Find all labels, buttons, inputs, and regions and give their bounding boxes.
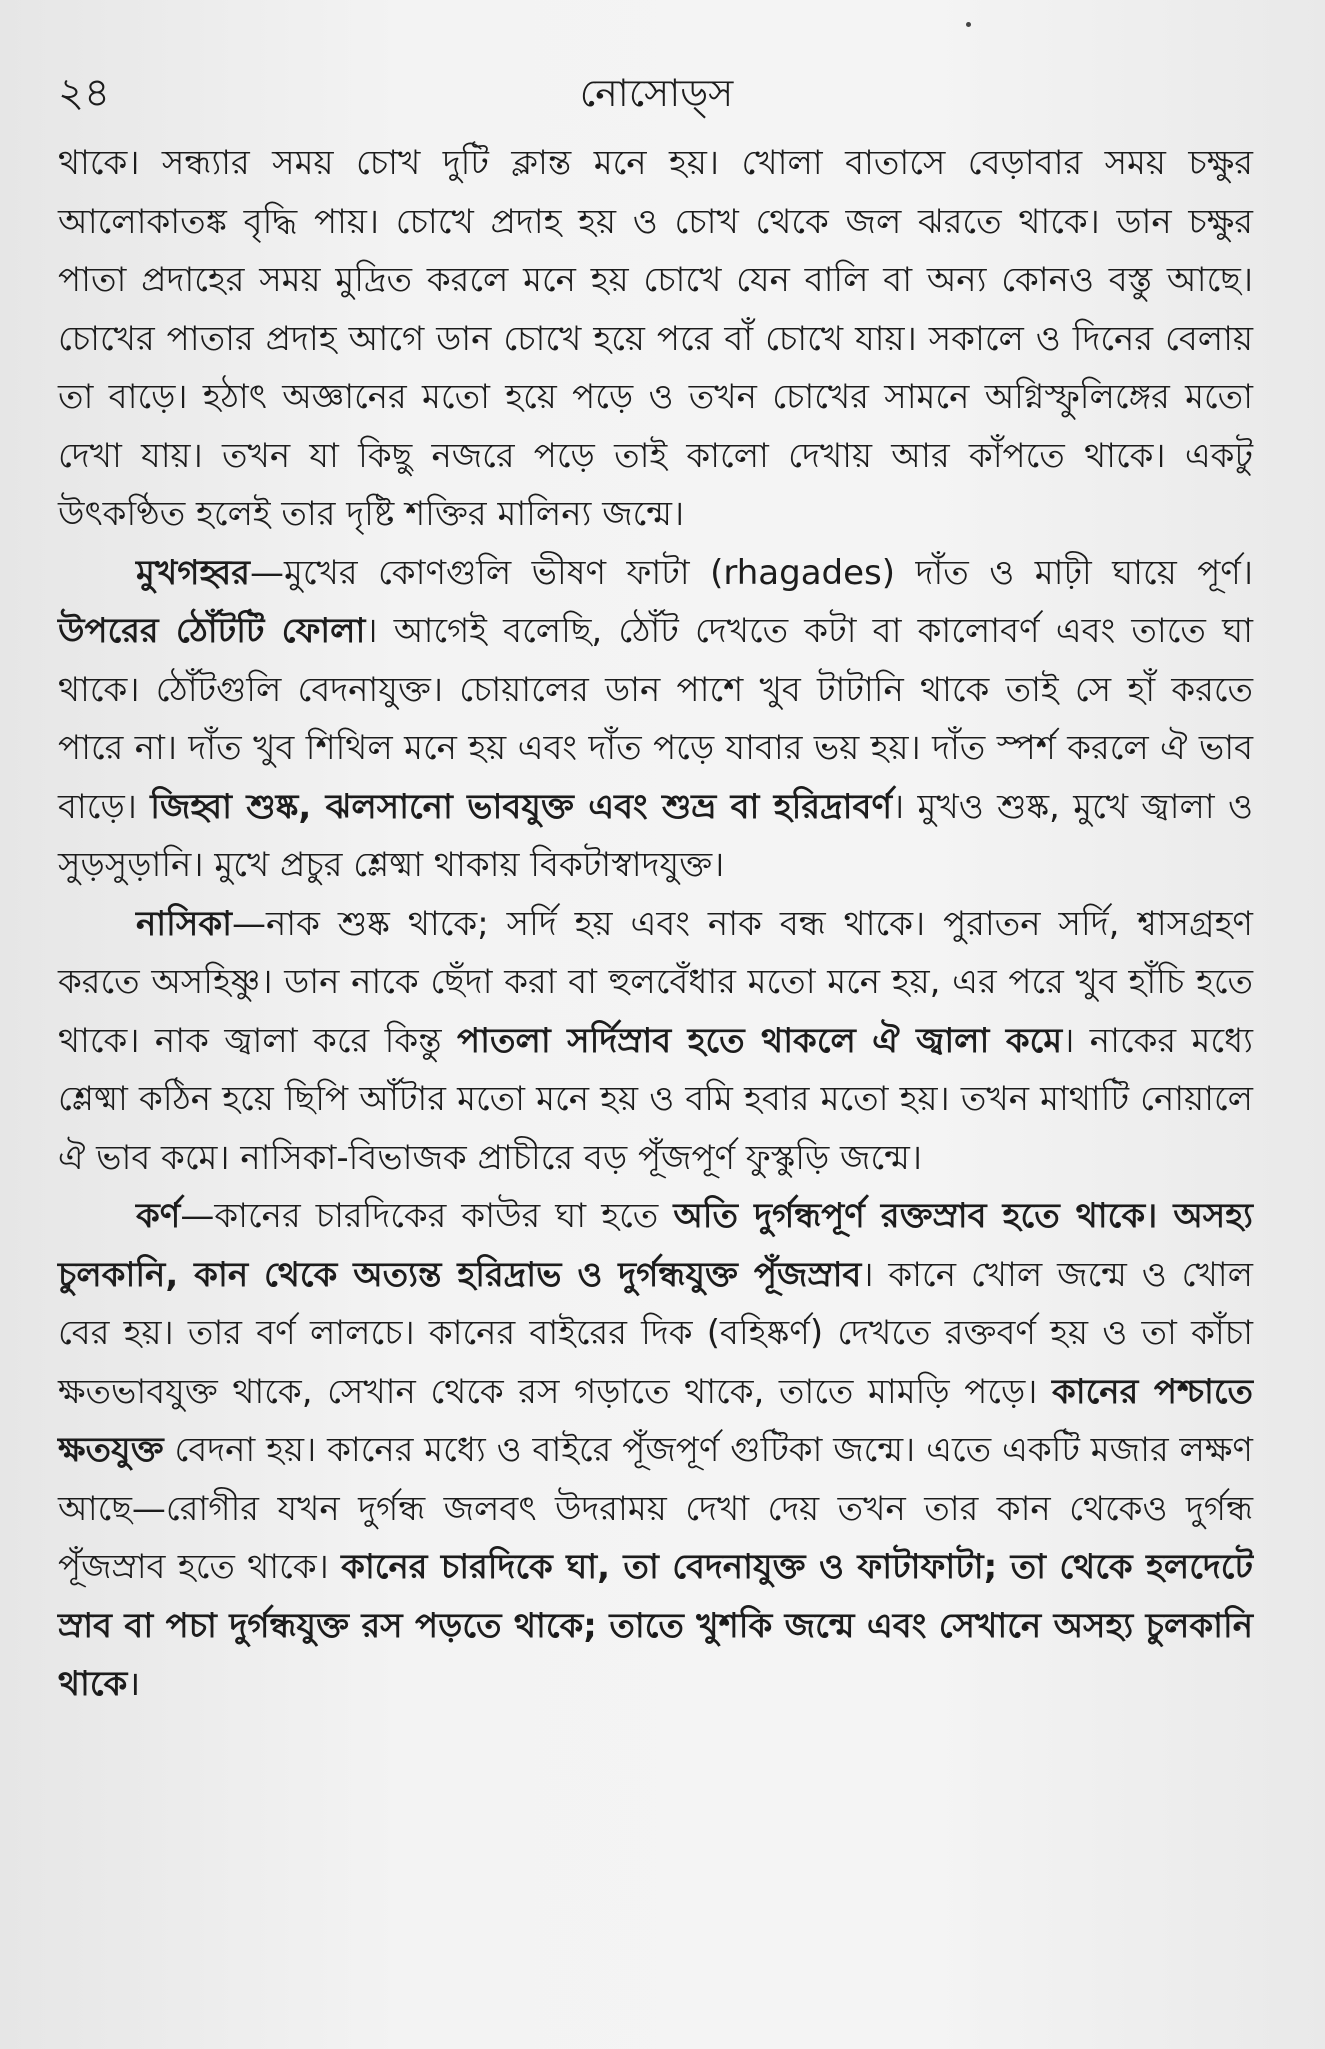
- body-text: [58, 134, 1253, 1714]
- text-segment-emphasis: কানের পশ্চাতে ক্ষতযুক্ত: [58, 1371, 1254, 1470]
- text-segment-emphasis: পাতলা সর্দিস্রাব হতে থাকলে ঐ জ্বালা কমে: [457, 1020, 1063, 1061]
- text-segment-emphasis: কানের চারদিকে ঘা, তা বেদনাযুক্ত ও ফাটাফাটা; তা থেকে হলদেটে স্রাব বা পচা দুর্গন্ধযুক্ত রস পড়তে থাকে; তাতে খুশকি জন্মে এবং সেখানে অসহ্য চুলকানি থাকে: [58, 1547, 1253, 1704]
- text-segment-emphasis: উপরের ঠোঁটটি ফোলা: [58, 611, 366, 651]
- paragraph-mouth: [58, 544, 1253, 895]
- text-segment: —নাক শুষ্ক থাকে; সর্দি হয় এবং নাক বন্ধ থাকে। পুরাতন সর্দি, শ্বাসগ্রহণ করতে অসহিষ্ণু। ডান নাকে ছেঁদা করা বা হুলবেঁধার মতো মনে হয়, এর পরে খুব হাঁচি হতে থাকে। নাক জ্বালা করে কিন্তু: [58, 903, 1253, 1061]
- section-heading-ear: কর্ণ: [136, 1196, 181, 1236]
- running-head-title: নোসোড্স: [579, 71, 734, 115]
- paragraph-nose: [58, 895, 1253, 1188]
- text-segment: —কানের চারদিকের কাউর ঘা হতে: [180, 1196, 674, 1236]
- text-segment: বেদনা হয়। কানের মধ্যে ও বাইরে পূঁজপূর্ণ গুটিকা জন্মে। এতে একটি মজার লক্ষণ আছে—রোগীর যখন দুর্গন্ধ জলবৎ উদরাময় দেখা দেয় তখন তার কান থেকেও দুর্গন্ধ পূঁজস্রাব হতে থাকে।: [58, 1430, 1253, 1587]
- text-segment: । নাকের মধ্যে শ্লেষ্মা কঠিন হয়ে ছিপি আঁটার মতো মনে হয় ও বমি হবার মতো হয়। তখন মাথাটি নোয়ালে ঐ ভাব কমে। নাসিকা-বিভাজক প্রাচীরে বড় পূঁজপূর্ণ ফুস্কুড়ি জন্মে।: [58, 1020, 1254, 1178]
- section-heading-mouth: মুখগহ্বর: [136, 552, 250, 593]
- page-number: ২৪: [58, 70, 110, 116]
- text-segment: থাকে। সন্ধ্যার সময় চোখ দুটি ক্লান্ত মনে হয়। খোলা বাতাসে বেড়াবার সময় চক্ষুর আলোকাতঙ্ক বৃদ্ধি পায়। চোখে প্রদাহ হয় ও চোখ থেকে জল ঝরতে থাকে। ডান চক্ষুর পাতা প্রদাহের সময় মুদ্রিত করলে মনে হয় চোখে যেন বালি বা অন্য কোনও বস্তু আছে। চোখের পাতার প্রদাহ আগে ডান চোখে হয়ে পরে বাঁ চোখে যায়। সকালে ও দিনের বেলায় তা বাড়ে। হঠাৎ অজ্ঞানের মতো হয়ে পড়ে ও তখন চোখের সামনে অগ্নিস্ফুলিঙ্গের মতো দেখা যায়। তখন যা কিছু নজরে পড়ে তাই কালো দেখায় আর কাঁপতে থাকে। একটু উৎকণ্ঠিত হলেই তার দৃষ্টি শক্তির মালিন্য জন্মে।: [58, 143, 1253, 534]
- print-speck: [966, 22, 971, 27]
- paragraph-ear: [58, 1187, 1253, 1714]
- text-segment-emphasis: অতি দুর্গন্ধপূর্ণ রক্তস্রাব হতে থাকে। অসহ্য চুলকানি, কান থেকে অত্যন্ত হরিদ্রাভ ও দুর্গন্ধযুক্ত পূঁজস্রাব: [58, 1196, 1253, 1295]
- text-segment: । আগেই বলেছি, ঠোঁট দেখতে কটা বা কালোবর্ণ এবং তাতে ঘা থাকে। ঠোঁটগুলি বেদনাযুক্ত। চোয়ালের ডান পাশে খুব টাটানি থাকে তাই সে হাঁ করতে পারে না। দাঁত খুব শিথিল মনে হয় এবং দাঁত পড়ে যাবার ভয় হয়। দাঁত স্পর্শ করলে ঐ ভাব বাড়ে।: [58, 611, 1253, 827]
- text-segment: —মুখের কোণগুলি ভীষণ ফাটা (rhagades) দাঁত ও মাঢ়ী ঘায়ে পূর্ণ।: [249, 552, 1253, 593]
- section-heading-nose: নাসিকা: [136, 903, 232, 944]
- text-segment-emphasis: জিহ্বা শুষ্ক, ঝলসানো ভাবযুক্ত এবং শুভ্র বা হরিদ্রাবর্ণ: [150, 786, 893, 827]
- text-segment: । কানে খোল জন্মে ও খোল বের হয়। তার বর্ণ লালচে। কানের বাইরের দিক (বহিষ্কর্ণ) দেখতে রক্তবর্ণ হয় ও তা কাঁচা ক্ষতভাবযুক্ত থাকে, সেখান থেকে রস গড়াতে থাকে, তাতে মামড়ি পড়ে।: [58, 1254, 1253, 1412]
- text-segment: । মুখও শুষ্ক, মুখে জ্বালা ও সুড়সুড়ানি। মুখে প্রচুর শ্লেষ্মা থাকায় বিকটাস্বাদযুক্ত।: [58, 786, 1254, 885]
- page-header: [58, 68, 1255, 128]
- text-segment: ।: [127, 1664, 141, 1704]
- paragraph-eyes-continued: [58, 134, 1253, 544]
